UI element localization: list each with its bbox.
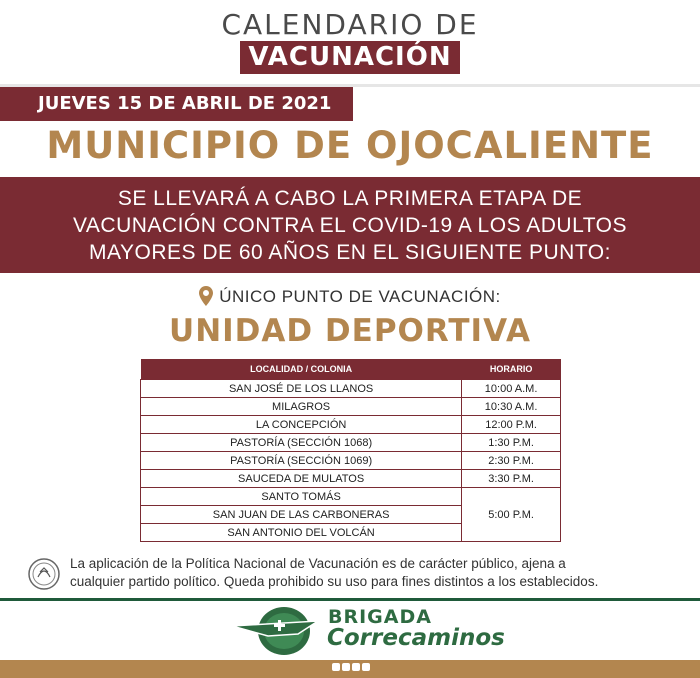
table-cell-hour: 10:30 A.M. bbox=[462, 398, 561, 416]
twitter-icon[interactable] bbox=[342, 663, 350, 671]
brand-line2: Correcaminos bbox=[327, 625, 505, 651]
table-cell-locality: SAN JOSÉ DE LOS LLANOS bbox=[141, 380, 462, 398]
info-line: MAYORES DE 60 AÑOS EN EL SIGUIENTE PUNTO: bbox=[89, 241, 611, 264]
table-cell-hour: 2:30 P.M. bbox=[462, 452, 561, 470]
table-cell-hour: 5:00 P.M. bbox=[462, 488, 561, 542]
point-label: ÚNICO PUNTO DE VACUNACIÓN: bbox=[219, 287, 501, 306]
disclaimer-line: cualquier partido político. Queda prohibido su uso para fines distintos a los establecidos. bbox=[70, 574, 599, 589]
table-cell-locality: LA CONCEPCIÓN bbox=[141, 416, 462, 434]
mexico-seal-icon bbox=[28, 558, 60, 590]
table-cell-locality: PASTORÍA (SECCIÓN 1068) bbox=[141, 434, 462, 452]
table-cell-locality: PASTORÍA (SECCIÓN 1069) bbox=[141, 452, 462, 470]
header-title: CALENDARIO DE bbox=[221, 8, 479, 41]
place-title: UNIDAD DEPORTIVA bbox=[169, 313, 531, 349]
table-cell-hour: 12:00 P.M. bbox=[462, 416, 561, 434]
column-header-locality: LOCALIDAD / COLONIA bbox=[141, 359, 462, 380]
brand-line1: BRIGADA bbox=[328, 606, 432, 628]
table-row bbox=[141, 452, 561, 470]
header bbox=[0, 0, 700, 85]
table-header-row bbox=[141, 359, 561, 380]
table-cell-hour: 1:30 P.M. bbox=[462, 434, 561, 452]
divider bbox=[0, 598, 700, 601]
table-row bbox=[141, 416, 561, 434]
info-line: SE LLEVARÁ A CABO LA PRIMERA ETAPA DE bbox=[117, 187, 583, 210]
header-banner: VACUNACIÓN bbox=[240, 41, 460, 74]
table-cell-locality: SANTO TOMÁS bbox=[141, 488, 462, 506]
instagram-icon[interactable] bbox=[352, 663, 360, 671]
schedule-table bbox=[140, 359, 561, 542]
municipality-title: MUNICIPIO DE OJOCALIENTE bbox=[46, 124, 654, 167]
table-row bbox=[141, 380, 561, 398]
location-pin-icon bbox=[199, 286, 213, 306]
table-row bbox=[141, 434, 561, 452]
table-cell-locality: SAN ANTONIO DEL VOLCÁN bbox=[141, 524, 462, 542]
social-icons bbox=[332, 663, 370, 674]
info-line: VACUNACIÓN CONTRA EL COVID-19 A LOS ADULTOS bbox=[72, 214, 628, 237]
youtube-icon[interactable] bbox=[362, 663, 370, 671]
table-cell-locality: MILAGROS bbox=[141, 398, 462, 416]
table-cell-locality: SAUCEDA DE MULATOS bbox=[141, 470, 462, 488]
disclaimer bbox=[70, 555, 680, 591]
column-header-schedule: HORARIO bbox=[462, 359, 561, 380]
table-cell-locality: SAN JUAN DE LAS CARBONERAS bbox=[141, 506, 462, 524]
table-row bbox=[141, 470, 561, 488]
table-cell-hour: 10:00 A.M. bbox=[462, 380, 561, 398]
facebook-icon[interactable] bbox=[332, 663, 340, 671]
table-row bbox=[141, 398, 561, 416]
point-row bbox=[0, 286, 700, 307]
disclaimer-line: La aplicación de la Política Nacional de Vacunación es de carácter público, ajena a bbox=[70, 556, 566, 571]
table-cell-hour: 3:30 P.M. bbox=[462, 470, 561, 488]
date-bar: JUEVES 15 DE ABRIL DE 2021 bbox=[0, 87, 353, 121]
table-row bbox=[141, 488, 561, 506]
info-block bbox=[0, 177, 700, 273]
